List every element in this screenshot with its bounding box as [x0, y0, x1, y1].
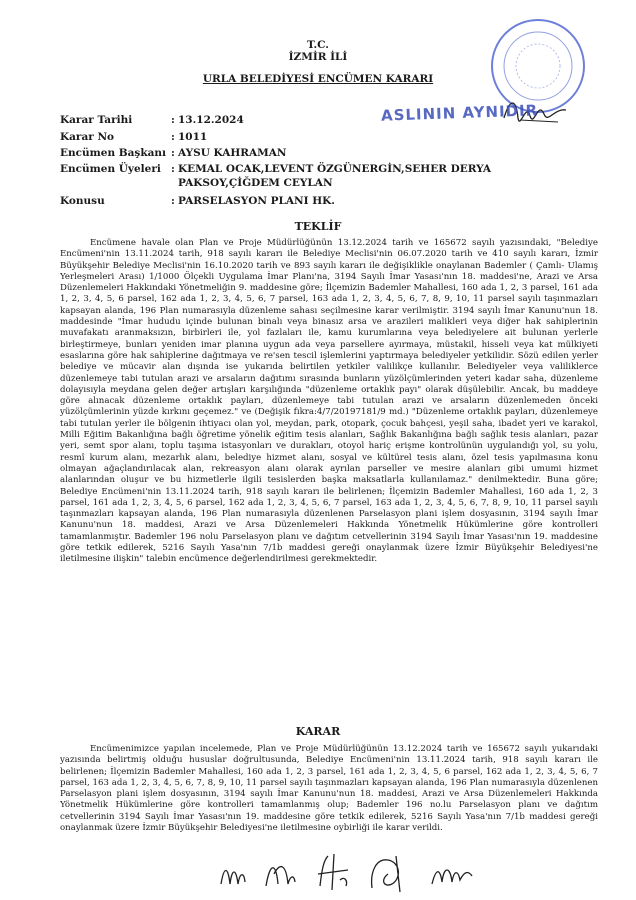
- meta-colon: :: [171, 163, 175, 175]
- member-signature-3: [314, 850, 354, 894]
- meta-label: Encümen Başkanı: [60, 147, 167, 159]
- meta-label: Karar No: [60, 131, 115, 143]
- meta-colon: :: [171, 131, 175, 143]
- meta-label: Karar Tarihi: [60, 114, 133, 126]
- meta-label: Encümen Üyeleri: [60, 163, 161, 175]
- teklif-body: Encümene havale olan Plan ve Proje Müdürlüğünün 13.12.2024 tarih ve 165672 sayılı yazısındaki, "Belediye Encümeni'nin 13.11.2024 tarih, 918 sayılı kararı ile Belediye Meclisi'nin 06.07.2020 tarih ve 410 sayılı kararı, İzmir Büyükşehir Belediye Meclisi'nin 16.10.2020 tarih ve 893 sayılı kararı ile değişiklikle onaylanan Bademler ( Çamlı- Ulamış Yerleşmeleri Arası) 1/1000 Ölçekli Uygulama İmar Planı'na, 3194 Sayılı İmar Yasası'nın 18. maddesi'ne, Arazi ve Arsa Düzenlemeleri Hakkındaki Yönetmeliğin 9. maddesine göre; İlçemizin Bademler Mahallesi, 160 ada 1, 2, 3 parsel, 161 ada 1, 2, 3, 4, 5, 6 parsel, 162 ada 1, 2, 3, 4, 5, 6, 7 parsel, 163 ada 1, 2, 3, 4, 5, 6, 7, 8, 9, 10, 11 parsel sayılı taşınmazları kapsayan alanda, 196 Plan numarasıyla düzenleme sahası seçilmesine karar verilmiştir. 3194 sayılı İmar Kanunu'nun 18. maddesinde "İmar hududu içinde bulunan binalı veya binasız arsa ve arazileri malikleri veya diğer hak sahiplerinin muvafakatı aranmaksızın, birbirleri ile, yol fazlaları ile, kamu kurumlarına veya belediyelere ait bulunan yerlerle birleştirmeye, bunları yeniden imar planına uygun ada veya parsellere ayırmaya, müstakil, hisseli veya kat mülkiyeti esaslarına göre hak sahiplerine dağıtmaya ve re'sen tescil işlemlerini yaptırmaya belediyeler yetkilidir. Sözü edilen yerler belediye ve mücavir alan dışında ise yukarıda belirtilen yetkiler valilikçe kullanılır. Belediyeler veya valiliklerce düzenlemeye tabi tutulan arazi ve arsaların dağıtımı sırasında bunların yüzölçümlerinden yeteri kadar saha, düzenleme dolayısıyla meydana gelen değer artışları karşılığında "düzenleme ortaklık payı" olarak düşülebilir. Ancak, bu maddeye göre alınacak düzenleme ortaklık payları, düzenlemeye tabi tutulan arazi ve arsaların düzenlemeden önceki yüzölçümlerinin yüzde kırkını geçemez." ve (Değişik fıkra:4/7/20197181/9 md.) "Düzenleme ortaklık payları, düzenlemeye tabi tutulan yerler ile bölgenin ihtiyacı olan yol, meydan, park, otopark, çocuk bahçesi, yeşil saha, ibadet yeri ve karakol, Milli Eğitim Bakanlığına bağlı öğretime yönelik eğitim tesis alanları, Sağlık Bakanlığına bağlı sağlık tesis alanları, pazar yeri, semt spor alanı, toplu taşıma istasyonları ve durakları, otoyol hariç erişme kontrolünün uygulandığı yol, su yolu, resmî kurum alanı, mezarlık alanı, belediye hizmet alanı, sosyal ve kültürel tesis alanı, özel tesis yapılmasına konu olmayan ağaçlandırılacak alan, rekreasyon alanı olarak ayrılan parseller ve mesire alanları gibi umumi hizmet alanlarından oluşur ve bu hizmetlerle ilgili tesislerden başka maksatlarla kullanılamaz." denilmektedir. Buna göre; Belediye Encümeni'nin 13.11.2024 tarih, 918 sayılı kararı ile belirlenen; İlçemizin Bademler Mahallesi, 160 ada 1, 2, 3 parsel, 161 ada 1, 2, 3, 4, 5, 6 parsel, 162 ada 1, 2, 3, 4, 5, 6, 7 parsel, 163 ada 1, 2, 3, 4, 5, 6, 7, 8, 9, 10, 11 parsel sayılı taşınmazları kapsayan alanda, 196 Plan numarasıyla düzenlenen Parselasyon plani işlem dosyasının, 3194 sayılı İmar Kanunu'nun 18. maddesi, Arazi ve Arsa Düzenlemeleri Hakkında Yönetmelik Hükümlerine göre kontrolleri tamamlanmıştır. Bademler 196 nolu Parselasyon planı ve dağıtım cetvellerinin 3194 Sayılı İmar Yasası'nın 19. maddesine göre tetkik edilerek, 5216 Sayılı Yasa'nın 7/1b maddesi gereği onaylanmak üzere İzmir Büyükşehir Belediyesi'ne iletilmesine ilişkin" talebin encümence değerlendirilmesi gerekmektedir.: [60, 238, 598, 565]
- document-title: URLA BELEDİYESİ ENCÜMEN KARARI: [202, 73, 434, 85]
- member-signature-2: [262, 856, 298, 892]
- certified-copy-stamp: ASLININ AYNIDIR: [380, 101, 539, 125]
- meta-value: AYSU KAHRAMAN: [178, 147, 287, 159]
- meta-colon: :: [171, 195, 175, 207]
- member-signature-5: [428, 856, 476, 892]
- karar-heading: KARAR: [295, 725, 341, 738]
- teklif-heading: TEKLİF: [294, 220, 342, 233]
- meta-value: 1011: [178, 131, 208, 143]
- member-signature-1: [218, 858, 248, 892]
- header-province: İZMİR İLİ: [288, 51, 348, 63]
- meta-value: PARSELASYON PLANI HK.: [178, 195, 335, 207]
- meta-value: KEMAL OCAK,LEVENT ÖZGÜNERGİN,SEHER DERYA PAKSOY,ÇİĞDEM CEYLAN: [178, 163, 492, 189]
- meta-colon: :: [171, 147, 175, 159]
- meta-colon: :: [171, 114, 175, 126]
- meta-value: 13.12.2024: [178, 114, 244, 126]
- meta-label: Konusu: [60, 195, 105, 207]
- karar-body: Encümenimizce yapılan incelemede, Plan ve Proje Müdürlüğünün 13.12.2024 tarih ve 165672 sayılı yukarıdaki yazısında belirtmiş olduğu hususlar doğrultusunda, Belediye Encümeni'nin 13.11.2024 tarih, 918 sayılı kararı ile belirlenen; İlçemizin Bademler Mahallesi, 160 ada 1, 2, 3 parsel, 161 ada 1, 2, 3, 4, 5, 6 parsel, 162 ada 1, 2, 3, 4, 5, 6, 7 parsel, 163 ada 1, 2, 3, 4, 5, 6, 7, 8, 9, 10, 11 parsel sayılı taşınmazları kapsayan alanda, 196 Plan numarasıyla düzenlenen Parselasyon plani işlem dosyasının, 3194 sayılı İmar Kanunu'nun 18. maddesi, Arazi ve Arsa Düzenlemeleri Hakkında Yönetmelik Hükümlerine göre kontrolleri tamamlanmış olup; Bademler 196 no.lu Parselasyon planı ve dağıtım cetvellerinin 3194 Sayılı İmar Yasası'nın 19. maddesine göre tetkik edilerek, 5216 Sayılı Yasa'nın 7/1b maddesi gereği onaylanmak üzere İzmir Büyükşehir Belediyesi'ne iletilmesine oybirliği ile karar verildi.: [60, 744, 598, 834]
- member-signature-4: [366, 852, 410, 896]
- header-tc: T.C.: [307, 39, 329, 51]
